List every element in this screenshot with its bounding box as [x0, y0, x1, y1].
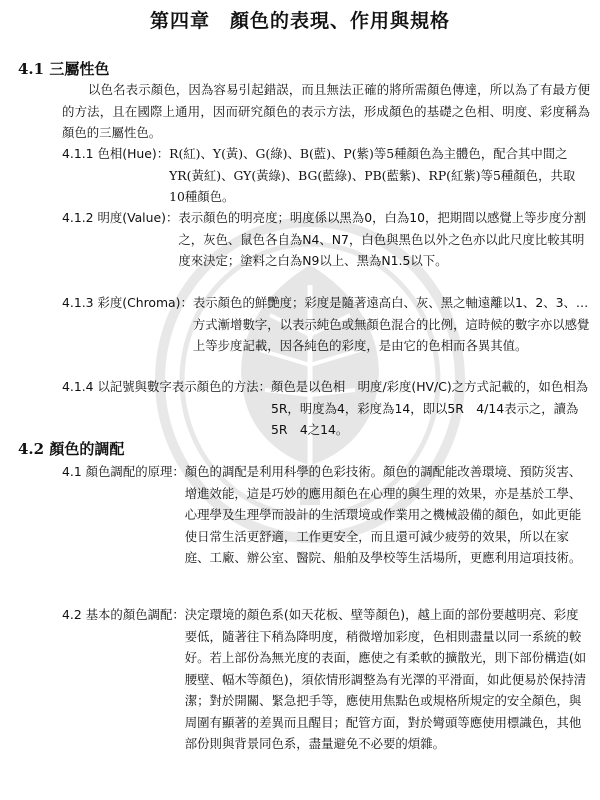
item-4-1-2 [62, 207, 590, 272]
item-4-1-4 [62, 376, 590, 441]
item-label: 4.1.2 明度(Value)： [62, 210, 179, 225]
item-text: R(紅)、Y(黃)、G(綠)、B(藍)、P(紫)等5種顏色為主體色，配合其中間之YR(黃紅)、GY(黃綠)、BG(藍綠)、PB(藍紫)、RP(紅紫)等5種顏色，共取10種顏色。 [169, 146, 576, 204]
item-4-1-3 [62, 292, 590, 357]
item-label: 4.1.4 以記號與數字表示顏色的方法： [62, 379, 271, 394]
chapter-title: 第四章 顏色的表現、作用與規格 [149, 10, 450, 32]
item-4-2-2 [62, 604, 590, 755]
item-4-2-1 [62, 461, 590, 569]
section-heading-4-2: 4.2 顏色的調配 [18, 440, 125, 458]
item-label: 4.2 基本的顏色調配： [62, 607, 185, 622]
item-text: 顏色的調配是利用科學的色彩技術。顏色的調配能改善環境、預防災害、增進效能，這是巧妙的應用顏色在心理的與生理的效果，亦是基於工學、心理學及生理學而設計的生活環境或作業用之機械設備的顏色，如此更能使日常生活更舒適，工作更安全，而且還可減少疲勞的效果，所以在家庭、工廠、辦公室、醫院、船舶及學校等生活場所，更應利用這項技術。 [184, 464, 582, 565]
item-4-1-1 [62, 143, 590, 208]
item-label: 4.1.3 彩度(Chroma)： [62, 295, 193, 310]
item-text: 顏色是以色相 明度/彩度(HV/C)之方式記載的，如色相為5R，明度為4，彩度為14，即以5R 4/14表示之，讀為5R 4之14。 [270, 379, 588, 437]
item-text: 表示顏色的明亮度；明度係以黑為0，白為10，把期間以感覺上等步度分割之，灰色、鼠色各自為N4、N7，白色與黑色以外之色亦以此尺度比較其明度來決定；塗料之白為N9以上、黑為N1.5以下。 [178, 210, 587, 268]
section-heading-4-1: 4.1 三屬性色 [18, 60, 110, 78]
section-4-1-intro: 以色名表示顏色，因為容易引起錯誤，而且無法正確的將所需顏色傳達，所以為了有最方便的方法，且在國際上通用，因而研究顏色的表示方法，形成顏色的基礎之色相、明度、彩度稱為顏色的三屬性色。 [62, 82, 590, 140]
item-label: 4.1.1 色相(Hue)： [62, 146, 170, 161]
item-text: 表示顏色的鮮艷度；彩度是隨著遠高白、灰、黑之軸遠離以1、2、3、…方式漸增數字，以表示純色或無顏色混合的比例，這時候的數字亦以感覺上等步度記載，因各純色的彩度，是由它的色相而各異其值。 [192, 295, 590, 353]
item-label: 4.1 顏色調配的原理： [62, 464, 185, 479]
item-text: 決定環境的顏色系(如天花板、壁等顏色)，越上面的部份要越明亮、彩度要低，隨著往下稍為降明度，稍微增加彩度，色相則盡量以同一系統的較好。若上部份為無光度的表面，應使之有柔軟的擴散光，則下部份構造(如腰壁、幅木等顏色)，須依情形調整為有光澤的平滑面，如此便易於保持清潔；對於開關、緊急把手等，應使用焦點色或規格所規定的安全顏色，與周圍有顯著的差異而且醒目；配管方面，對於彎頭等應使用標識色，其他部份則與背景同色系，盡量避免不必要的煩雜。 [184, 607, 587, 751]
